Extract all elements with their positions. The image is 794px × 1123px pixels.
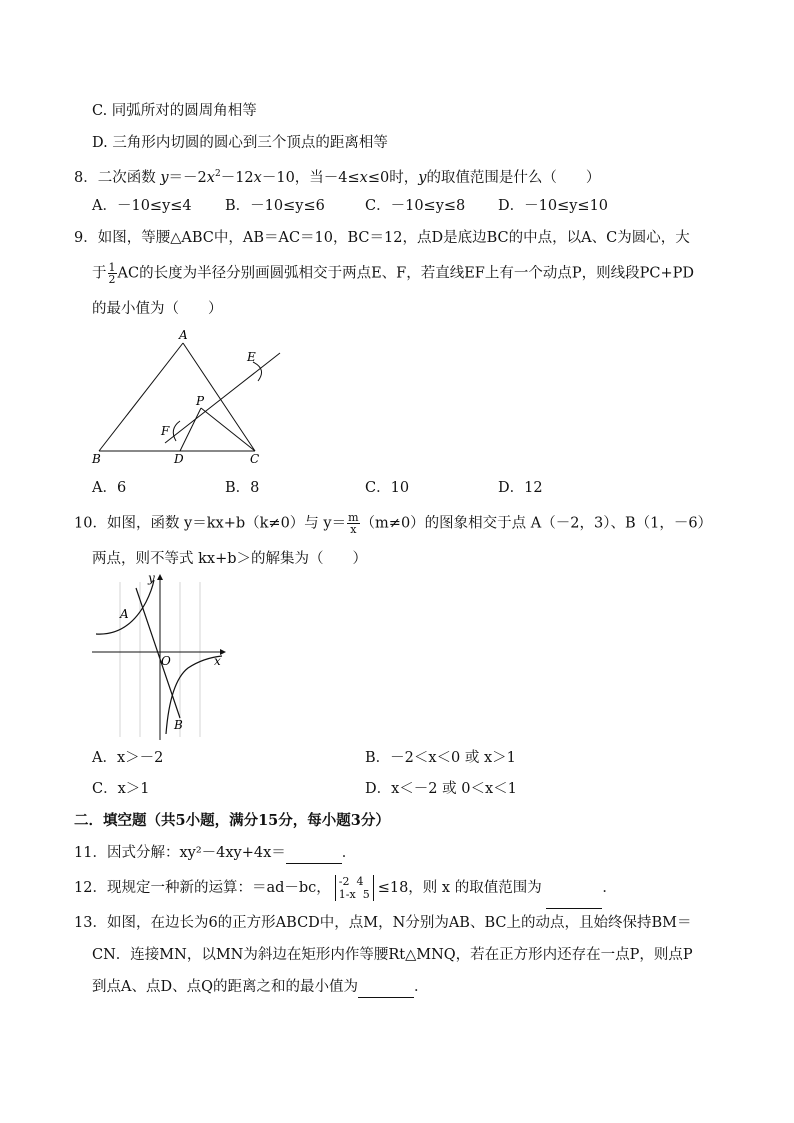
q9-line2: 于 $\frac{1}{2}$ AC的长度为半径分别画圆弧相交于两点E、F，若直线EF上有一个动点P，则线段PC+PD [92,261,694,286]
q10-label-b: B [174,718,183,732]
q9-option-d: D．12 [498,480,543,496]
q9-label-a: A [179,328,188,342]
q10-graph-figure [88,572,228,742]
q9-line1: 9．如图，等腰△ABC中，AB＝AC＝10，BC＝12，点D是底边BC的中点，以A、C为圆心，大 [74,230,690,246]
q10-fraction: $\frac{m}{x}$ [348,511,359,536]
q8-stem: 8．二次函数 $y=-2x^2-12x-10$，当－4≤x≤0时，y的取值范围是什么（ ） [74,169,601,186]
q9-option-b: B．8 [225,480,260,496]
q11-text: 11．因式分解：xy²－4xy+4x＝ ． [74,843,356,864]
q9-label-c: C [250,452,260,466]
q13-line3: 到点A、点D、点Q的距离之和的最小值为 ． [92,977,428,998]
q10-label-x: x [214,654,221,668]
q12-determinant: -2 4 1-x 5 [335,875,374,901]
q8-option-b: B．－10≤y≤6 [225,198,325,214]
q9-label-p: P [196,394,205,408]
q12-text: 12．现规定一种新的运算：＝ad－bc， -2 4 1-x 5 ≤18，则 x 的取值范围为 ． [74,868,617,909]
q9-label-e: E [247,350,256,364]
q10-line1: 10．如图，函数 y＝kx+b（k≠0）与 y＝ $\frac{m}{x}$ （m≠0）的图象相交于点 A（－2，3）、B（1，－6） [74,511,713,536]
q10-label-o: O [161,654,171,668]
q10-option-b: B．－2＜x＜0 或 x＞1 [365,750,516,766]
q10-label-y: y [148,572,155,585]
q8-option-a: A．－10≤y≤4 [92,198,192,214]
q7-option-c: C. 同弧所对的圆周角相等 [92,103,257,119]
section2-title: 二．填空题（共5小题，满分15分，每小题3分） [74,812,390,829]
q13-line2: CN．连接MN，以MN为斜边在矩形内作等腰Rt△MNQ，若在正方形内还存在一点P，则点P [92,947,693,963]
q8-option-d: D．－10≤y≤10 [498,198,609,214]
q13-answer-blank [358,977,414,998]
q7-option-d: D. 三角形内切圆的圆心到三个顶点的距离相等 [92,135,388,151]
q10-label-a: A [120,607,129,621]
q10-line2: 两点，则不等式 kx+b＞的解集为（ ） [92,551,368,567]
q10-option-c: C．x＞1 [92,781,150,797]
q9-triangle-figure [85,325,290,470]
q9-option-a: A．6 [92,480,127,496]
q9-option-c: C．10 [365,480,410,496]
q10-option-a: A．x＞－2 [92,750,164,766]
q9-fraction: $\frac{1}{2}$ [108,261,116,286]
q9-label-b: B [92,452,101,466]
q11-answer-blank [286,843,342,864]
q13-line1: 13．如图，在边长为6的正方形ABCD中，点M，N分别为AB、BC上的动点，且始终保持BM＝ [74,915,692,931]
q9-label-d: D [174,452,184,466]
q12-answer-blank [546,868,602,909]
q8-option-c: C．－10≤y≤8 [365,198,466,214]
q9-line3: 的最小值为（ ） [92,301,223,317]
q10-option-d: D．x＜－2 或 0＜x＜1 [365,781,517,797]
q9-label-f: F [161,424,170,438]
